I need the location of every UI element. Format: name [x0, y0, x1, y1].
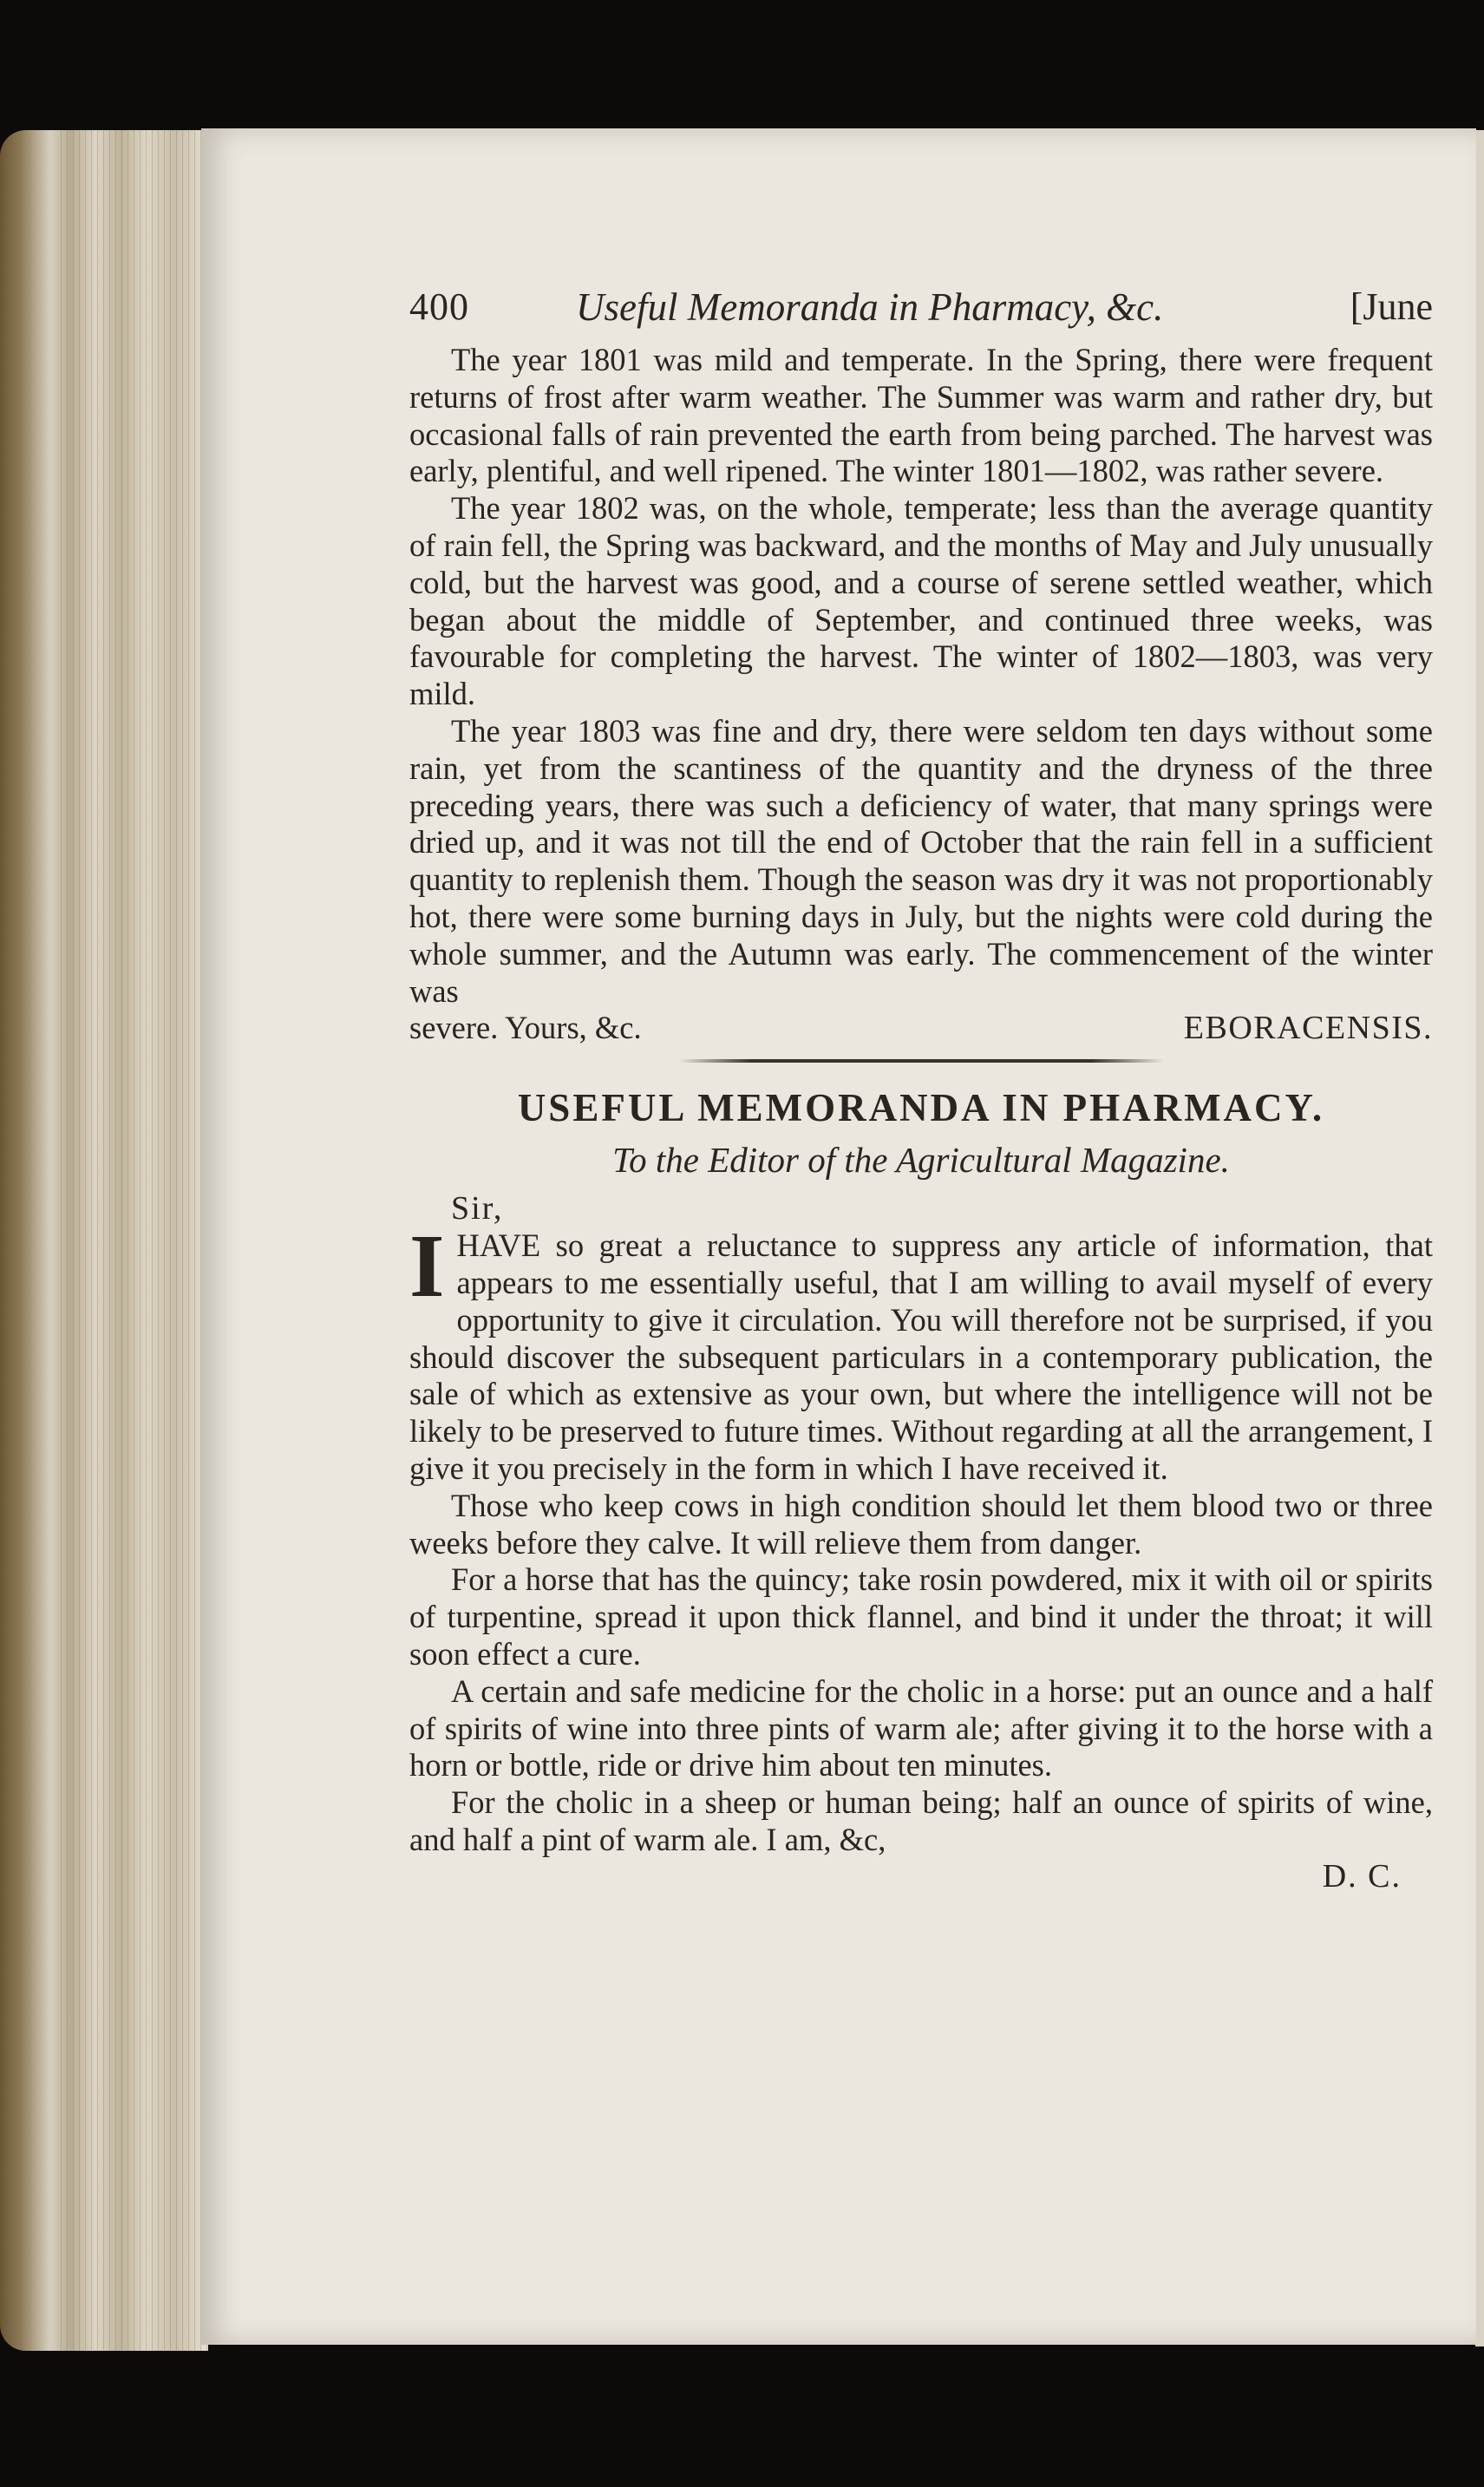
weather-signature: EBORACENSIS. — [1183, 1010, 1433, 1047]
article-addressee: To the Editor of the Agricultural Magazine. — [612, 1140, 1230, 1181]
first-paragraph-text: HAVE so great a reluctance to suppress any article of information, that appears to me essentially useful, that I am willing to avail myself of every opportunity to give it circulation. You will therefore not be surprised, if you should discover the subsequent particulars in a contemporary publication, the sale of which as extensive as your own, but where the intelligence will not be likely to be preserved to future times. Without regarding at all the arrangement, I give it you precisely in the form in which I have received it. — [409, 1227, 1433, 1486]
article-signature: D. C. — [1322, 1857, 1402, 1895]
running-title: Useful Memoranda in Pharmacy, &c. — [576, 285, 1164, 329]
weather-paragraph-1803: The year 1803 was fine and dry, there were seldom ten days without some rain, yet from the scantiness of the quantity and the dryness of the three preceding years, there was such a deficiency of water, that many springs were dried up, and it was not till the end of October that the rain fell in a sufficient quantity to replenish them. Though the season was dry it was not proportionably hot, there were some burning days in July, but the nights were cold during the whole summer, and the Autumn was early. The commencement of the winter was — [409, 712, 1433, 1009]
weather-paragraph-1802: The year 1802 was, on the whole, temperate; less than the average quantity of rain fell, the Spring was backward, and the months of May and July unusually cold, but the harvest was good, and a course of serene settled weather, which began about the middle of September, and continued three weeks, was favourable for completing the harvest. The winter of 1802—1803, was very mild. — [409, 490, 1433, 712]
article-paragraph-quincy: For a horse that has the quincy; take rosin powdered, mix it with oil or spirits of turpentine, spread it upon thick flannel, and bind it under the throat; it will soon effect a cure. — [409, 1561, 1433, 1672]
running-header — [409, 278, 1433, 342]
article-paragraph-horse-cholic: A certain and safe medicine for the cholic in a horse: put an ounce and a half of spirits of wine into three pints of warm ale; after giving it to the horse with a horn or bottle, ride or drive him about ten minutes. — [409, 1672, 1433, 1783]
facing-page-edge — [1475, 130, 1484, 2346]
article-salutation: Sir, — [451, 1190, 504, 1227]
weather-closing-text: severe. Yours, &c. — [409, 1010, 642, 1046]
book-page-edges — [0, 130, 208, 2351]
article-paragraph-sheep-cholic: For the cholic in a sheep or human being; half an ounce of spirits of wine, and half a pint of warm ale. I am, &c, — [409, 1784, 1433, 1857]
page-number: 400 — [409, 285, 469, 328]
page-content — [409, 278, 1433, 1894]
weather-paragraph-1801: The year 1801 was mild and temperate. In the Spring, there were frequent returns of frost after warm weather. The Summer was warm and rather dry, but occasional falls of rain prevented the earth from being parched. The harvest was early, plentiful, and well ripened. The winter 1801—1802, was rather severe. — [409, 342, 1433, 489]
weather-letter-signoff — [409, 1010, 1433, 1047]
drop-cap: I — [409, 1216, 445, 1317]
header-month: [June — [1350, 285, 1433, 328]
section-divider — [678, 1059, 1164, 1063]
article-title: USEFUL MEMORANDA IN PHARMACY. — [517, 1086, 1325, 1130]
book-page — [201, 128, 1476, 2345]
article-paragraph-cows: Those who keep cows in high condition should let them blood two or three weeks before they calve. It will relieve them from danger. — [409, 1487, 1433, 1561]
article-first-paragraph — [409, 1216, 1433, 1488]
